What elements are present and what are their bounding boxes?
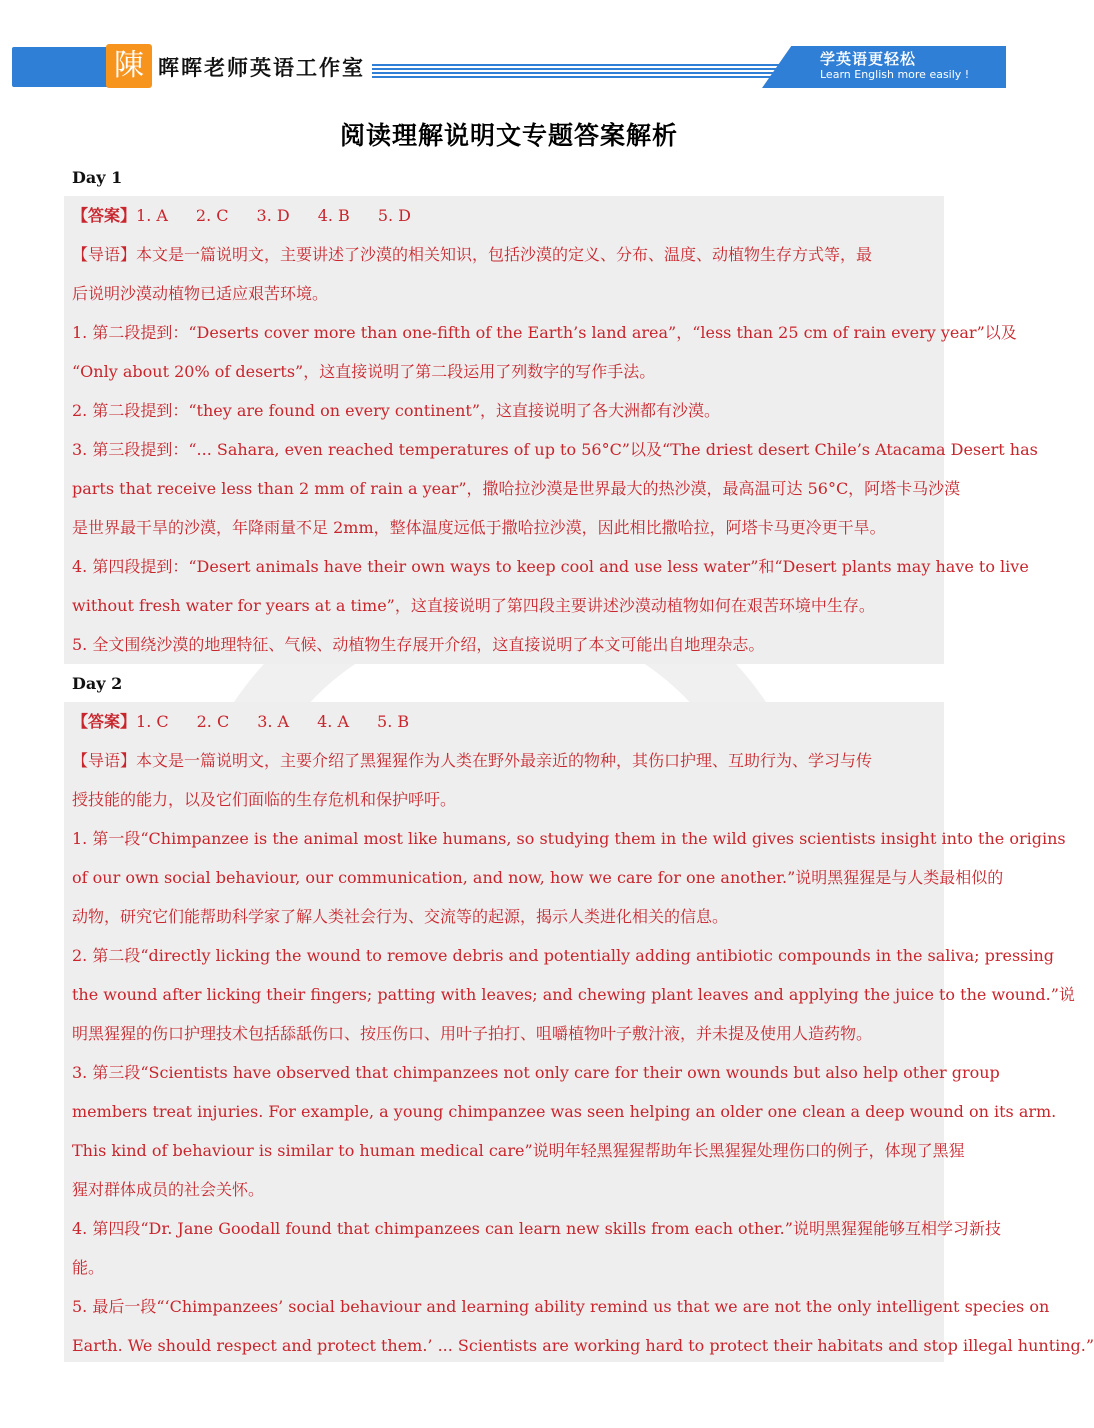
answer-item: 1. C (136, 712, 169, 731)
day1-line: without fresh water for years at a time”，这直接说明了第四段主要讲述沙漠动植物如何在艰苦环境中生存。 (72, 596, 875, 615)
studio-name: 晖晖老师英语工作室 (158, 56, 365, 80)
day1-panel (64, 196, 944, 664)
day1-label: Day 1 (72, 168, 123, 187)
day1-line: 1. 第二段提到：“Deserts cover more than one-fifth of the Earth’s land area”，“less than 25 cm of rain every year”以及 (72, 323, 1017, 342)
answer-item: 5. B (377, 712, 410, 731)
day1-line: parts that receive less than 2 mm of rain a year”，撒哈拉沙漠是世界最大的热沙漠，最高温可达 56°C，阿塔卡马沙漠 (72, 479, 961, 498)
day1-line: 【导语】本文是一篇说明文，主要讲述了沙漠的相关知识，包括沙漠的定义、分布、温度、动植物生存方式等，最 (72, 245, 873, 264)
answer-item: 4. A (317, 712, 350, 731)
page-title: 阅读理解说明文专题答案解析 (339, 121, 678, 150)
day2-line: 4. 第四段“Dr. Jane Goodall found that chimpanzees can learn new skills from each other.”说明黑猩猩能够互相学习新技 (72, 1219, 1001, 1238)
slogan-en: Learn English more easily ! (820, 68, 970, 81)
answer-item: 1. A (136, 206, 168, 225)
studio-logo-icon: 陳 (106, 44, 152, 88)
day2-line: 2. 第二段“directly licking the wound to remove debris and potentially adding antibiotic compounds in the saliva; pressing (72, 946, 1055, 965)
day2-line: members treat injuries. For example, a young chimpanzee was seen helping an older one clean a deep wound on its arm. (72, 1102, 1057, 1121)
page-header (12, 42, 1006, 92)
day2-label: Day 2 (72, 674, 123, 693)
answer-item: 2. C (195, 206, 229, 225)
day2-line: 授技能的能力，以及它们面临的生存危机和保护呼吁。 (72, 790, 457, 809)
answer-item: 4. B (317, 206, 350, 225)
answer-item: 3. D (256, 206, 290, 225)
day1-line: 是世界最干旱的沙漠，年降雨量不足 2mm，整体温度远低于撒哈拉沙漠，因此相比撒哈拉，阿塔卡马更冷更干旱。 (72, 518, 886, 537)
slogan-cn: 学英语更轻松 (820, 50, 917, 68)
day2-line: 猩对群体成员的社会关怀。 (72, 1180, 265, 1199)
day1-answer-row (72, 205, 947, 227)
header-blue-bar (12, 47, 112, 87)
day2-line: of our own social behaviour, our communication, and now, how we care for one another.”说明黑猩猩是与人类最相似的 (72, 868, 1004, 887)
day2-line: This kind of behaviour is similar to human medical care”说明年轻黑猩猩帮助年长黑猩猩处理伤口的例子，体现了黑猩 (72, 1141, 965, 1160)
day2-line: Earth. We should respect and protect them.’ ... Scientists are working hard to protect their habitats and stop illegal hunting.” (72, 1336, 1094, 1355)
day2-line: 明黑猩猩的伤口护理技术包括舔舐伤口、按压伤口、用叶子拍打、咀嚼植物叶子敷汁液，并未提及使用人造药物。 (72, 1024, 873, 1043)
day2-line: 3. 第三段“Scientists have observed that chimpanzees not only care for their own wounds but also help other group (72, 1063, 1000, 1082)
day2-line: 5. 最后一段“‘Chimpanzees’ social behaviour and learning ability remind us that we are not the only intelligent species on (72, 1297, 1050, 1316)
day1-line: 3. 第三段提到：“... Sahara, even reached temperatures of up to 56°C”以及“The driest desert Chile’s Atacama Desert has (72, 440, 1038, 459)
day1-line: “Only about 20% of deserts”，这直接说明了第二段运用了列数字的写作手法。 (72, 362, 656, 381)
day1-line: 后说明沙漠动植物已适应艰苦环境。 (72, 284, 329, 303)
day2-line: 【导语】本文是一篇说明文，主要介绍了黑猩猩作为人类在野外最亲近的物种，其伤口护理、互助行为、学习与传 (72, 751, 873, 770)
answer-item: 2. C (196, 712, 230, 731)
day2-answer-row (72, 711, 947, 733)
header-stripes (372, 64, 792, 82)
day2-line: 能。 (72, 1258, 105, 1277)
day1-line: 4. 第四段提到：“Desert animals have their own ways to keep cool and use less water”和“Desert plants may have to live (72, 557, 1029, 576)
day2-line: 1. 第一段“Chimpanzee is the animal most like humans, so studying them in the wild gives scientists insight into the origins (72, 829, 1066, 848)
day1-line: 5. 全文围绕沙漠的地理特征、气候、动植物生存展开介绍，这直接说明了本文可能出自地理杂志。 (72, 635, 765, 654)
day2-line: 动物，研究它们能帮助科学家了解人类社会行为、交流等的起源，揭示人类进化相关的信息。 (72, 907, 729, 926)
answer-item: 5. D (377, 206, 411, 225)
day2-line: the wound after licking their fingers; patting with leaves; and chewing plant leaves and applying the juice to the wound.”说 (72, 985, 1075, 1004)
answer-tag: 【答案】 (72, 206, 137, 225)
answer-item: 3. A (257, 712, 290, 731)
answer-tag: 【答案】 (72, 712, 137, 731)
day1-line: 2. 第二段提到：“they are found on every continent”，这直接说明了各大洲都有沙漠。 (72, 401, 721, 420)
